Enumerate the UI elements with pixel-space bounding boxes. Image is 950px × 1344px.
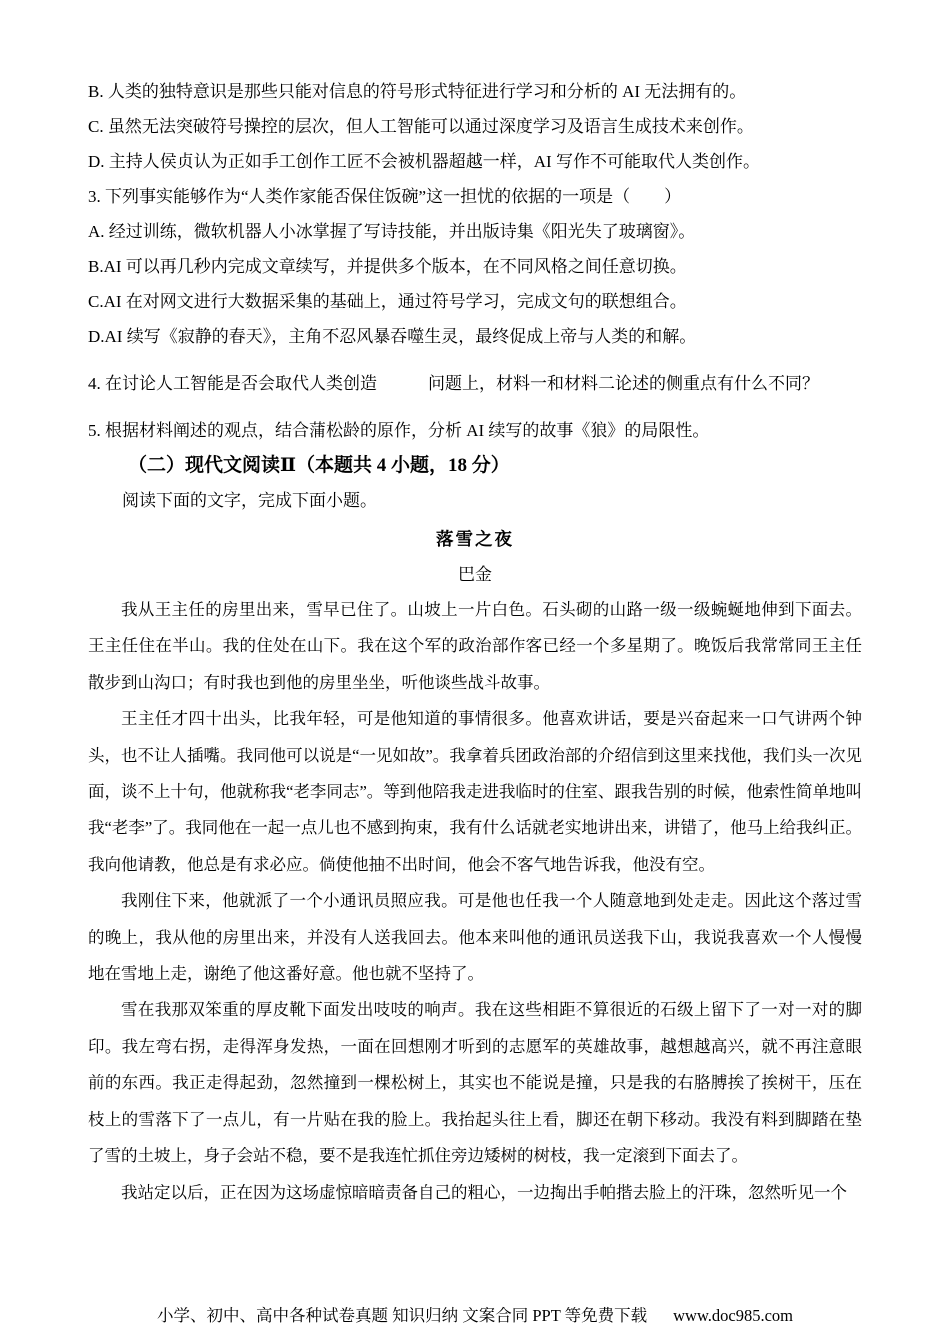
essay-paragraph-4: 雪在我那双笨重的厚皮靴下面发出吱吱的响声。我在这些相距不算很近的石级上留下了一对一对的脚印。我左弯右拐，走得浑身发热，一面在回想刚才听到的志愿军的英雄故事，越想越高兴，就不再注意眼前的东西。我正走得起劲，忽然撞到一棵松树上，其实也不能说是撞，只是我的右胳膊挨了挨树干，压在枝上的雪落下了一点儿，有一片贴在我的脸上。我抬起头往上看，脚还在朝下移动。我没有料到脚踏在垫了雪的土坡上，身子会站不稳，要不是我连忙抓住旁边矮树的树枝，我一定滚到下面去了。 (88, 1000, 862, 1166)
q3-option-d: D.AI 续写《寂静的春天》，主角不忍风暴吞噬生灵，最终促成上帝与人类的和解。 (88, 327, 697, 346)
page-content (88, 74, 862, 1211)
q2-option-c: C. 虽然无法突破符号操控的层次，但人工智能可以通过深度学习及语言生成技术来创作。 (88, 117, 754, 136)
question4-stem: 4. 在讨论人工智能是否会取代人类创造 问题上，材料一和材料二论述的侧重点有什么不同？ (88, 374, 819, 393)
q3-option-a: A. 经过训练，微软机器人小冰掌握了写诗技能，并出版诗集《阳光失了玻璃窗》。 (88, 222, 696, 241)
q2-option-d: D. 主持人侯贞认为正如手工创作工匠不会被机器超越一样，AI 写作不可能取代人类创作。 (88, 152, 760, 171)
essay-paragraph-2: 王主任才四十出头，比我年轻，可是他知道的事情很多。他喜欢讲话，要是兴奋起来一口气讲两个钟头，也不让人插嘴。我同他可以说是“一见如故”。我拿着兵团政治部的介绍信到这里来找他，我们头一次见面，谈不上十句，他就称我“老李同志”。等到他陪我走进我临时的住室、跟我告别的时候，他索性简单地叫我“老李”了。我同他在一起一点儿也不感到拘束，我有什么话就老实地讲出来，讲错了，他马上给我纠正。我向他请教，他总是有求必应。倘使他抽不出时间，他会不客气地告诉我，他没有空。 (88, 709, 862, 874)
footer-text: 小学、初中、高中各种试卷真题 知识归纳 文案合同 PPT 等免费下载 (156, 1306, 648, 1325)
essay-title: 落雪之夜 (436, 529, 514, 549)
essay-paragraph-1: 我从王主任的房里出来，雪早已住了。山坡上一片白色。石头砌的山路一级一级蜿蜒地伸到下面去。王主任住在半山。我的住处在山下。我在这个军的政治部作客已经一个多星期了。晚饭后我常常同王主任散步到山沟口；有时我也到他的房里坐坐，听他谈些战斗故事。 (88, 600, 862, 692)
q3-option-b: B.AI 可以再几秒内完成文章续写，并提供多个版本，在不同风格之间任意切换。 (88, 257, 687, 276)
essay-paragraph-5: 我站定以后，正在因为这场虚惊暗暗责备自己的粗心，一边掏出手帕揩去脸上的汗珠，忽然听见一个 (121, 1182, 847, 1202)
q3-option-c: C.AI 在对网文进行大数据采集的基础上，通过符号学习，完成文句的联想组合。 (88, 292, 687, 311)
q2-option-b: B. 人类的独特意识是那些只能对信息的符号形式特征进行学习和分析的 AI 无法拥有的。 (88, 82, 747, 101)
reading-instruction: 阅读下面的文字，完成下面小题。 (122, 491, 377, 510)
essay-author: 巴金 (458, 565, 492, 584)
essay-paragraph-3: 我刚住下来，他就派了一个小通讯员照应我。可是他也任我一个人随意地到处走走。因此这个落过雪的晚上，我从他的房里出来，并没有人送我回去。他本来叫他的通讯员送我下山，我说我喜欢一个人慢慢地在雪地上走，谢绝了他这番好意。他也就不坚持了。 (88, 891, 862, 984)
page-footer (0, 1303, 950, 1329)
question5-stem: 5. 根据材料阐述的观点，结合蒲松龄的原作，分析 AI 续写的故事《狼》的局限性。 (88, 421, 710, 440)
footer-url: www.doc985.com (673, 1306, 794, 1325)
question3-stem: 3. 下列事实能够作为“人类作家能否保住饭碗”这一担忧的依据的一项是（ ） (88, 187, 682, 206)
section-heading: （二）现代文阅读Ⅱ（本题共 4 小题，18 分） (128, 455, 510, 476)
